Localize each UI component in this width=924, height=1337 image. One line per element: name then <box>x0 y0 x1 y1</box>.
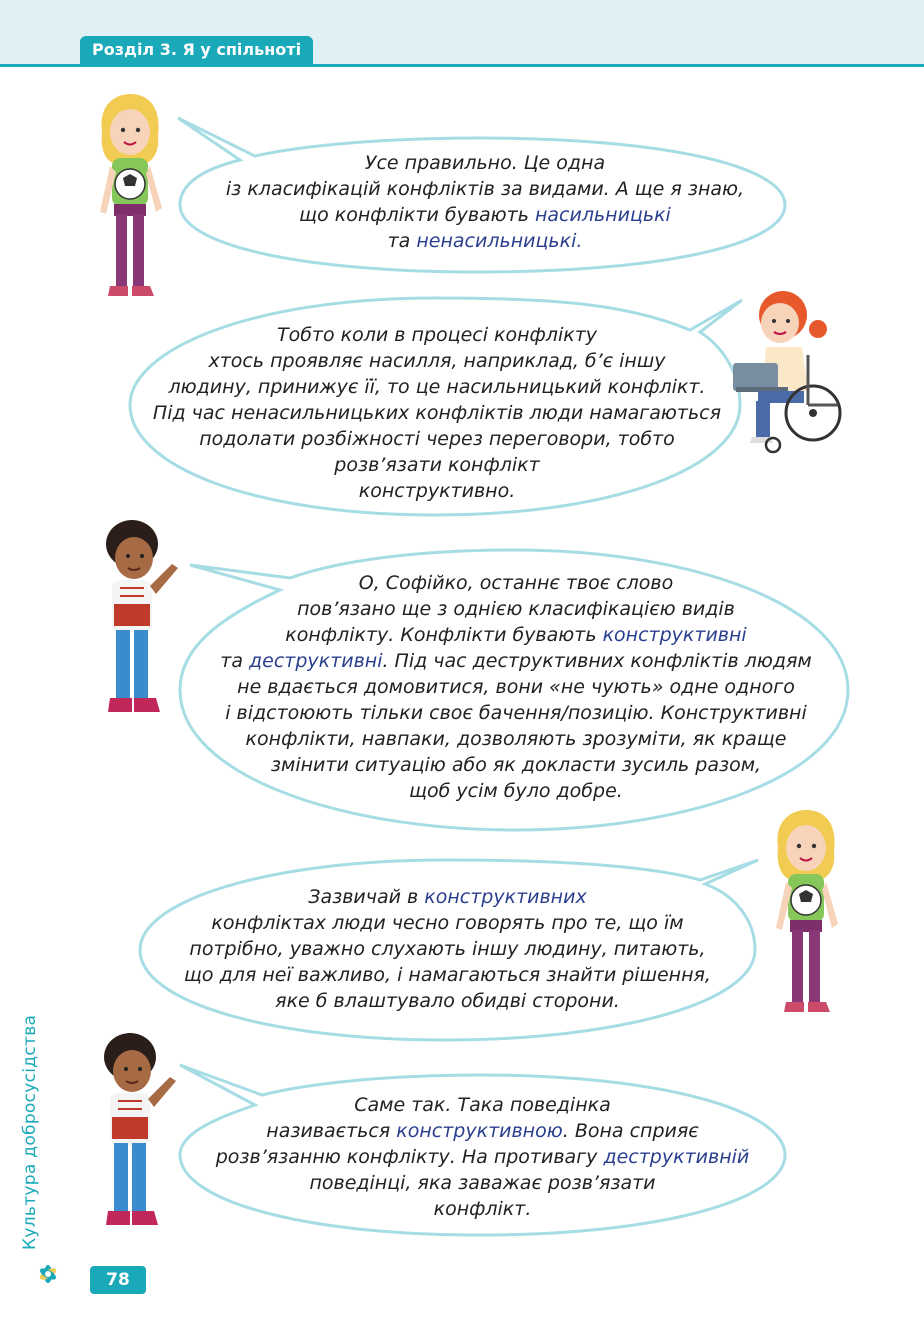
bubble-text-4 <box>145 884 750 1014</box>
text-segment: розв’язати конфлікт <box>334 454 540 476</box>
highlighted-term: деструктивні <box>249 650 383 672</box>
bubble-line <box>190 150 780 176</box>
bubble-line <box>145 962 750 988</box>
bubble-line <box>132 348 742 374</box>
girl-with-ball-illustration <box>90 92 170 312</box>
text-segment: Під час ненасильницьких конфліктів люди намагаються <box>152 402 722 424</box>
bubble-line <box>132 452 742 478</box>
bubble-text-3 <box>186 570 846 804</box>
text-segment: із класифікацій конфліктів за видами. А ще я знаю, <box>225 178 745 200</box>
text-segment: Зазвичай в <box>308 886 425 908</box>
bubble-line <box>145 884 750 910</box>
bubble-line <box>186 674 846 700</box>
highlighted-term: конструктивні <box>602 624 747 646</box>
bubble-line <box>145 910 750 936</box>
bubble-line <box>186 752 846 778</box>
text-segment: конфлікту. Конфлікти бувають <box>285 624 603 646</box>
text-segment: що для неї важливо, і намагаються знайти рішення, <box>184 964 711 986</box>
bubble-line <box>132 322 742 348</box>
bubble-text-5 <box>185 1092 780 1222</box>
page-number: 78 <box>90 1266 146 1294</box>
bubble-line <box>190 202 780 228</box>
text-segment: потрібно, уважно слухають іншу людину, питають, <box>189 938 706 960</box>
text-segment: . Під час деструктивних конфліктів людям <box>382 650 812 672</box>
bubble-line <box>132 426 742 452</box>
bubble-line <box>185 1196 780 1222</box>
text-segment: яке б влаштувало обидві сторони. <box>275 990 620 1012</box>
bubble-text-2 <box>132 322 742 504</box>
text-segment: хтось проявляє насилля, наприклад, б’є іншу <box>208 350 666 372</box>
bubble-line <box>145 988 750 1014</box>
girl-with-ball-illustration-2 <box>766 808 846 1030</box>
highlighted-term: конструктивною <box>396 1120 563 1142</box>
bubble-line <box>186 726 846 752</box>
bubble-line <box>190 228 780 254</box>
text-segment: О, Софійко, останнє твоє слово <box>358 572 674 594</box>
flower-icon <box>36 1262 60 1286</box>
bubble-line <box>185 1118 780 1144</box>
bubble-line <box>145 936 750 962</box>
bubble-text-1 <box>190 150 780 254</box>
text-segment: Тобто коли в процесі конфлікту <box>276 324 598 346</box>
text-segment: змінити ситуацію або як докласти зусиль разом, <box>270 754 762 776</box>
bubble-line <box>190 176 780 202</box>
bubble-line <box>132 400 742 426</box>
text-segment: та <box>220 650 250 672</box>
side-section-label: Культура добросусідства <box>20 1014 40 1250</box>
text-segment: не вдається домовитися, вони «не чують» одне одного <box>237 676 795 698</box>
text-segment: Саме так. Така поведінка <box>354 1094 611 1116</box>
text-segment: конфліктах люди чесно говорять про те, що їм <box>211 912 684 934</box>
bubble-line <box>185 1144 780 1170</box>
text-segment: конфлікт. <box>433 1198 532 1220</box>
bubble-line <box>186 778 846 804</box>
bubble-line <box>186 596 846 622</box>
girl-in-wheelchair-illustration <box>728 285 848 460</box>
bubble-line <box>186 570 846 596</box>
highlighted-term: конструктивних <box>424 886 587 908</box>
highlighted-term: ненасильницькі. <box>416 230 583 252</box>
text-segment: і відстоюють тільки своє бачення/позицію. Конструктивні <box>225 702 807 724</box>
text-segment: щоб усім було добре. <box>409 780 623 802</box>
text-segment: подолати розбіжності через переговори, тобто <box>199 428 675 450</box>
text-segment: людину, принижує її, то це насильницький конфлікт. <box>168 376 706 398</box>
boy-with-book-illustration <box>92 516 187 726</box>
bubble-line <box>185 1170 780 1196</box>
text-segment: Усе правильно. Це одна <box>364 152 606 174</box>
text-segment: називається <box>266 1120 397 1142</box>
bubble-line <box>185 1092 780 1118</box>
bubble-line <box>186 648 846 674</box>
text-segment: пов’язано ще з однією класифікацією видів <box>297 598 735 620</box>
bubble-line <box>132 478 742 504</box>
text-segment: конструктивно. <box>358 480 516 502</box>
text-segment: та <box>387 230 417 252</box>
boy-with-book-illustration-2 <box>90 1028 185 1240</box>
bubble-line <box>132 374 742 400</box>
section-title: Розділ 3. Я у спільноті <box>80 36 313 64</box>
highlighted-term: деструктивній <box>603 1146 750 1168</box>
text-segment: що конфлікти бувають <box>299 204 535 226</box>
text-segment: . Вона сприяє <box>562 1120 699 1142</box>
bubble-line <box>186 700 846 726</box>
text-segment: конфлікти, навпаки, дозволяють зрозуміти, як краще <box>245 728 787 750</box>
highlighted-term: насильницькі <box>534 204 671 226</box>
bubble-line <box>186 622 846 648</box>
text-segment: поведінці, яка заважає розв’язати <box>309 1172 656 1194</box>
text-segment: розв’язанню конфлікту. На противагу <box>215 1146 604 1168</box>
